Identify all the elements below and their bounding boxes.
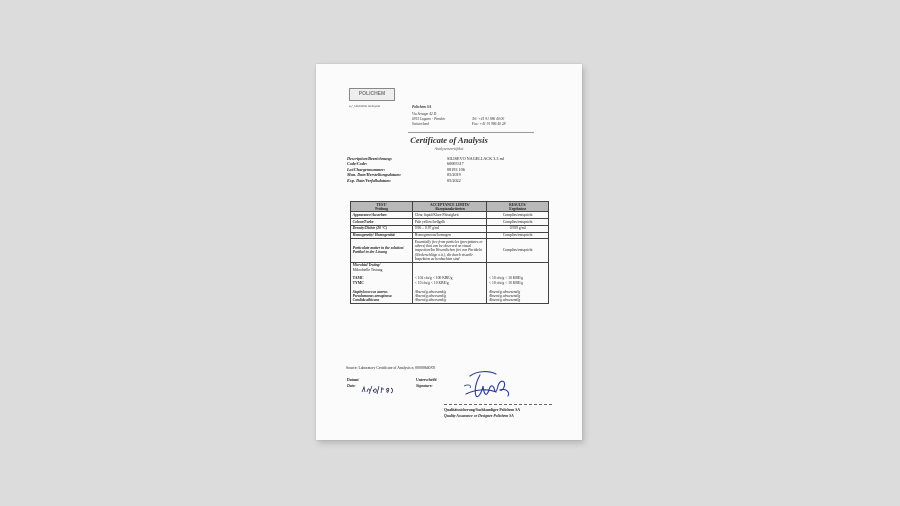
- table-row: [351, 232, 549, 239]
- cell-limit: Homogeneous/homogen: [413, 232, 487, 239]
- cell-micro-tests: Microbial Testing/ Mikrobielle Testung TAMC TYMC Staphylococcus aureus Pseudomonas aeruginosa Candida albicans: [351, 262, 413, 304]
- results-table: [350, 201, 549, 304]
- footer-en: Quality Assurance or Designee Polichem SA: [444, 414, 514, 418]
- cell-limit: Pale yellow/hellgelb: [413, 218, 487, 225]
- handwritten-signature: [456, 368, 526, 407]
- cell-test: Appearance/Aussehen: [351, 212, 413, 219]
- field-code: Code/Code: 60005317: [347, 161, 464, 167]
- cell-result: Complies/entspricht: [487, 212, 549, 219]
- title-rule-top: [408, 132, 534, 133]
- signature-line: [444, 404, 552, 405]
- footer-de: Qualitätssicherung/Sachkundiger Polichem SA: [444, 408, 521, 412]
- header-limits: ACCEPTANCE LIMITS/ Akzeptanzkriterien: [413, 202, 487, 212]
- company-country: Switzerland: [412, 122, 429, 126]
- header-test: TEST/ Prüfung: [351, 202, 413, 212]
- cell-micro-results: < 10 cfu/g < 10 KBE/g < 10 cfu/g < 10 KBE/g Absent/g abwesend/g Absent/g abwesend/g Absent/g abwesend/g: [487, 262, 549, 304]
- company-fax: Fax: +41 91 986 40 28: [472, 122, 506, 126]
- company-logo: POLICHEM: [349, 88, 395, 101]
- table-row: [351, 225, 549, 232]
- cell-test: Homogeneity/ Homogenität: [351, 232, 413, 239]
- handwritten-date: [360, 382, 400, 400]
- table-row: [351, 212, 549, 219]
- date-label-en: Date:: [347, 384, 356, 388]
- cell-micro-limits: < 102 cfu/g < 100 KBE/g < 10 cfu/g < 10 KBE/g Absent/g abwesend/g Absent/g abwesend/g Absent/g abwesend/g: [413, 262, 487, 304]
- document-subtitle: Analysenzertifikat: [434, 146, 464, 151]
- table-header-row: [351, 202, 549, 212]
- company-name: Polichem SA: [412, 105, 432, 109]
- cell-test: Particulate matter in the solution/ Partikel in der Lösung: [351, 239, 413, 262]
- cell-result: Complies/entspricht: [487, 232, 549, 239]
- company-address-1: Via Senago 42 D: [412, 112, 437, 116]
- field-lot: Lot/Chargennummer: 08193 106: [347, 166, 465, 172]
- cell-test: Density/Dichte (20 °C): [351, 225, 413, 232]
- header-results: RESULTS/ Ergebnisse: [487, 202, 549, 212]
- source-note: Source: Laboratory Certificate of Analysis n. 00000640/05: [346, 366, 436, 370]
- cell-result: Complies/entspricht: [487, 239, 549, 262]
- cell-result: Complies/entspricht: [487, 218, 549, 225]
- sign-label-en: Signature:: [416, 384, 433, 388]
- table-row: [351, 218, 549, 225]
- field-exp-date: Exp. Date/Verfallsdatum: 05/2022: [347, 177, 461, 183]
- logo-subtext: a [ ] divisibile technyum: [349, 104, 381, 108]
- table-row: [351, 239, 549, 262]
- field-man-date: Man. Date/Herstellungsdatum: 05/2019: [347, 172, 461, 178]
- cell-result: 0.959 g/ml: [487, 225, 549, 232]
- cell-test: Colour/Farbe: [351, 218, 413, 225]
- cell-limit: Essentially free from particles (precipitates or others) that can be observed on visual inspection/Im Wesentlichen frei von Partikeln (Niederschläge o.ä.), die durch visuelle Inspektion zu beobachten sind: [413, 239, 487, 262]
- table-row-microbial: [351, 262, 549, 304]
- sign-label-de: Unterschrift/: [416, 378, 438, 382]
- company-address-2: 6915 Lugano - Pambio: [412, 117, 446, 121]
- product-fields: [347, 156, 504, 183]
- cell-limit: Clear liquid/Klare Flüssigkeit: [413, 212, 487, 219]
- date-label-de: Datum/: [347, 378, 360, 382]
- company-tel: Tel: +41 91 986 40 00: [472, 117, 505, 121]
- field-description: Description/Bezeichnung: SILISEVO NAGELLACK 3.3 ml: [347, 156, 504, 161]
- document-title: Certificate of Analysis: [410, 135, 488, 145]
- cell-limit: 0.96 – 0.97 g/ml: [413, 225, 487, 232]
- certificate-sheet: [316, 64, 582, 440]
